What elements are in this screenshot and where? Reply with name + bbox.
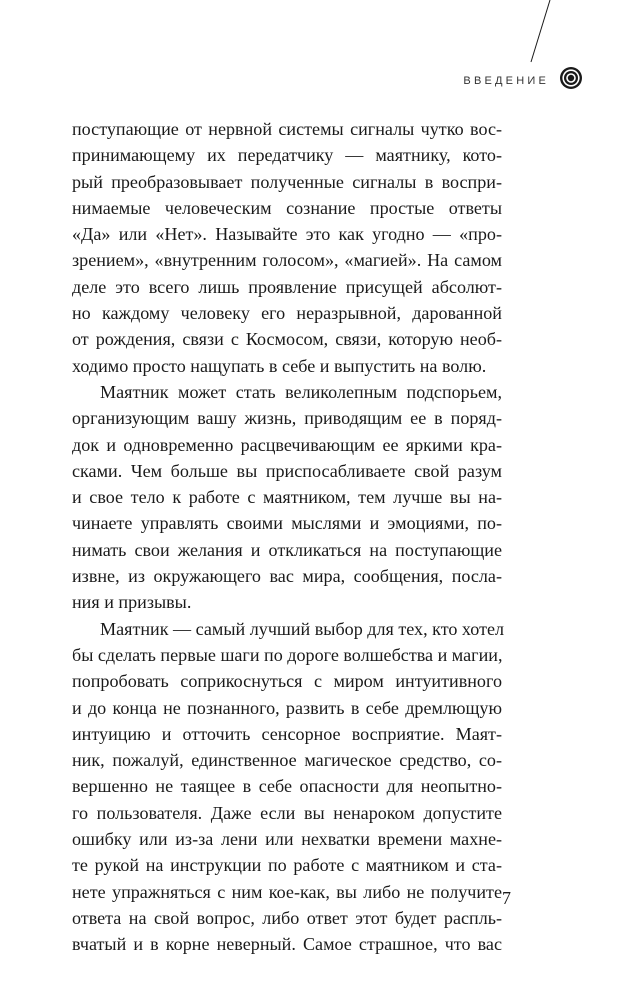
section-title: ВВЕДЕНИЕ [463, 74, 549, 87]
text-line: и до конца не познанного, развить в себе дремлющую [72, 697, 502, 718]
text-line: бы сделать первые шаги по дороге волшебства и магии, [72, 644, 503, 665]
text-line: и свое тело к работе с маятником, тем лучше вы на- [72, 487, 502, 508]
text-line: ошибку или из-за лени или нехватки времени махне- [72, 829, 502, 850]
text-line: вчатый и в корне неверный. Самое страшное, что вас [72, 934, 502, 955]
page-number: 7 [502, 888, 511, 908]
paragraph-start-line: Маятник может стать великолепным подспорьем, [100, 381, 502, 402]
spiral-pendulum-icon [559, 66, 583, 95]
text-line: но каждому человеку его неразрывной, дарованной [72, 303, 502, 324]
text-line: сками. Чем больше вы приспосабливаете свой разум [72, 460, 502, 481]
text-line: «Да» или «Нет». Называйте это как угодно — «про- [72, 224, 502, 245]
pendulum-decoration [0, 0, 619, 120]
pendulum-string [531, 0, 550, 62]
text-line: чинаете управлять своими мыслями и эмоциями, по- [72, 513, 502, 534]
text-line: нимаемые человеческим сознание простые ответы [72, 197, 502, 218]
text-line: го пользователя. Даже если вы ненароком допустите [72, 802, 502, 823]
text-line: деле это всего лишь проявление присущей абсолют- [72, 276, 502, 297]
text-line: ния и призывы. [72, 592, 192, 613]
text-line: ник, пожалуй, единственное магическое средство, со- [72, 750, 502, 771]
text-line: ходимо просто нащупать в себе и выпустить на волю. [72, 355, 487, 376]
text-line: рый преобразовывает полученные сигналы в воспри- [72, 171, 502, 192]
running-header [463, 66, 583, 95]
body-text [72, 116, 505, 958]
text-line: вершенно не таящее в себе опасности для неопытно- [72, 776, 502, 797]
text-line: док и одновременно расцвечивающим ее яркими кра- [72, 434, 502, 455]
text-line: организующим вашу жизнь, приводящим ее в поряд- [72, 408, 502, 429]
text-line: зрением», «внутренним голосом», «магией». На самом [72, 250, 502, 271]
text-line: попробовать соприкоснуться с миром интуитивного [72, 671, 502, 692]
text-line: принимающему их передатчику — маятнику, кото- [72, 145, 502, 166]
text-line: извне, из окружающего вас мира, сообщения, посла- [72, 566, 502, 587]
text-line: интуицию и отточить сенсорное восприятие. Маят- [72, 723, 502, 744]
text-line: нимать свои желания и откликаться на поступающие [72, 539, 502, 560]
text-line: нете упражняться с ним кое-как, вы либо не получите [72, 881, 502, 902]
text-line: те рукой на инструкции по работе с маятником и ста- [72, 855, 502, 876]
text-line: ответа на свой вопрос, либо ответ этот будет распль- [72, 907, 502, 928]
paragraph-start-line: Маятник — самый лучший выбор для тех, кто хотел [100, 618, 505, 639]
text-line: от рождения, связи с Космосом, связи, которую необ- [72, 329, 502, 350]
text-line: поступающие от нервной системы сигналы чутко вос- [72, 119, 502, 139]
